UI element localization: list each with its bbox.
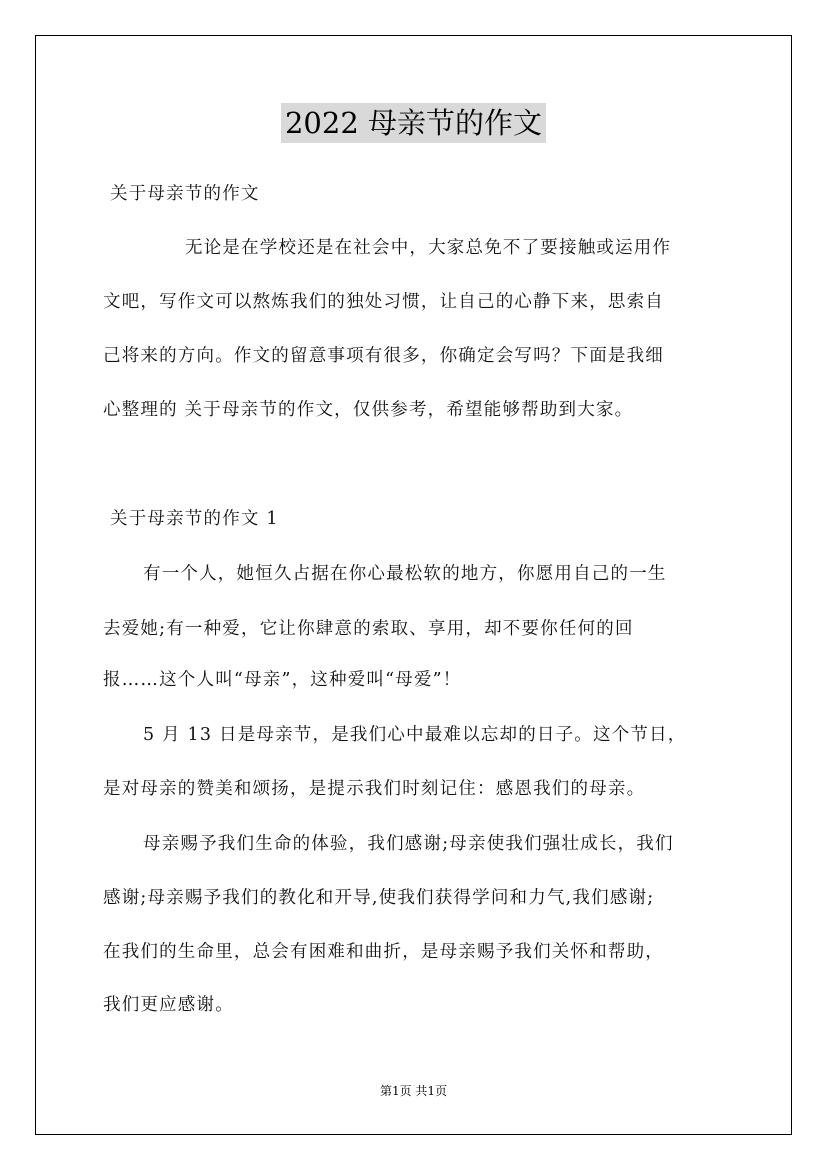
page-number-footer: 第1页 共1页: [379, 1084, 448, 1098]
intro-line: 无论是在学校还是在社会中，大家总免不了要接触或运用作: [185, 238, 672, 258]
paragraph-line: 5 月 13 日是母亲节，是我们心中最难以忘却的日子。这个节日，: [143, 725, 687, 745]
paragraph-line: 去爱她;有一种爱，它让你肆意的索取、享用，却不要你任何的回: [103, 619, 634, 639]
intro-line: 文吧，写作文可以熬炼我们的独处习惯，让自己的心静下来，思索自: [103, 292, 664, 312]
paragraph-line: 是对母亲的赞美和颂扬，是提示我们时刻记住：感恩我们的母亲。: [103, 779, 646, 799]
paragraph-line: 感谢;母亲赐予我们的教化和开导,使我们获得学问和力气,我们感谢;: [103, 888, 655, 908]
paragraph-line: 在我们的生命里，总会有困难和曲折，是母亲赐予我们关怀和帮助，: [103, 942, 664, 962]
paragraph-line: 我们更应感谢。: [103, 995, 234, 1015]
section-heading: 关于母亲节的作文 1: [110, 509, 279, 529]
subtitle: 关于母亲节的作文: [110, 184, 260, 204]
intro-line: 己将来的方向。作文的留意事项有很多，你确定会写吗？下面是我细: [103, 346, 664, 366]
paragraph-line: 报……这个人叫“母亲”，这种爱叫“母爱”！: [103, 670, 462, 690]
intro-line: 心整理的 关于母亲节的作文，仅供参考，希望能够帮助到大家。: [103, 400, 634, 420]
paragraph-line: 有一个人，她恒久占据在你心最松软的地方，你愿用自己的一生: [143, 564, 667, 584]
paragraph-line: 母亲赐予我们生命的体验，我们感谢;母亲使我们强壮成长，我们: [143, 834, 674, 854]
document-title: 2022 母亲节的作文: [281, 103, 546, 143]
title-container: [0, 103, 827, 143]
